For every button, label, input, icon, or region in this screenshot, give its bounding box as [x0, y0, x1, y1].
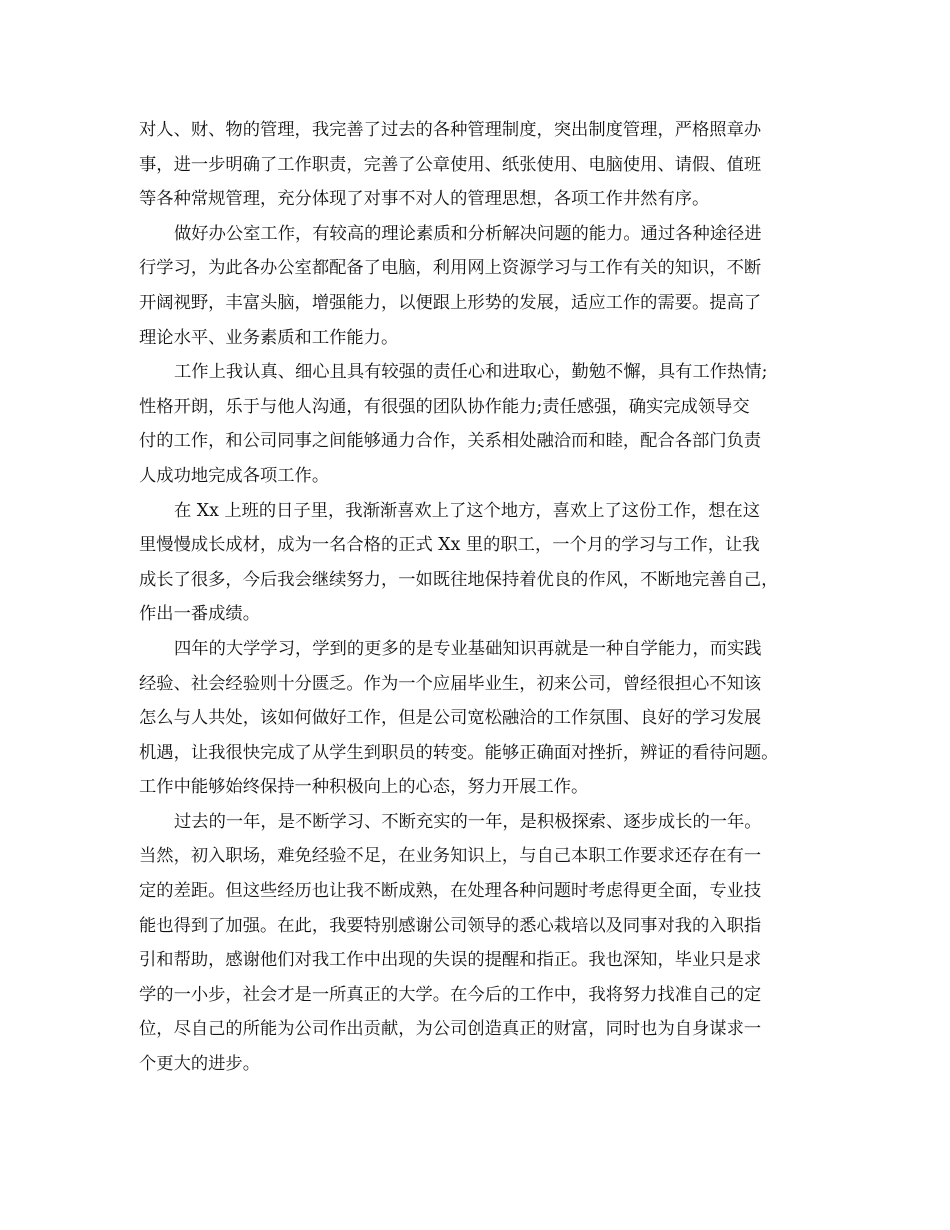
paragraph-first-line: 过去的一年，是不断学习、不断充实的一年，是积极探索、逐步成长的一年。	[174, 811, 762, 832]
text-line: 学的一小步，社会才是一所真正的大学。在今后的工作中，我将努力找准自己的定	[139, 984, 762, 1005]
text-line: 机遇，让我很快完成了从学生到职员的转变。能够正确面对挫折，辨证的看待问题。	[139, 742, 779, 763]
text-line: 里慢慢成长成材，成为一名合格的正式 Xx 里的职工，一个月的学习与工作，让我	[139, 535, 760, 556]
paragraph-first-line: 工作上我认真、细心且具有较强的责任心和进取心，勤勉不懈，具有工作热情;	[174, 362, 768, 383]
text-line: 个更大的进步。	[139, 1054, 260, 1075]
text-line: 怎么与人共处，该如何做好工作，但是公司宽松融洽的工作氛围、良好的学习发展	[139, 708, 762, 729]
paragraph-first-line: 四年的大学学习，学到的更多的是专业基础知识再就是一种自学能力，而实践	[174, 638, 762, 659]
text-line: 工作中能够始终保持一种积极向上的心态，努力开展工作。	[139, 777, 589, 798]
text-line: 开阔视野，丰富头脑，增强能力，以便跟上形势的发展，适应工作的需要。提高了	[139, 292, 762, 313]
paragraph-first-line: 在 Xx 上班的日子里，我渐渐喜欢上了这个地方，喜欢上了这份工作，想在这	[174, 500, 761, 521]
text-line: 等各种常规管理，充分体现了对事不对人的管理思想，各项工作井然有序。	[139, 189, 710, 210]
body-text	[139, 113, 819, 1082]
text-line: 性格开朗，乐于与他人沟通，有很强的团队协作能力;责任感强，确实完成领导交	[139, 396, 750, 417]
text-line: 付的工作，和公司同事之间能够通力合作，关系相处融洽而和睦，配合各部门负责	[139, 431, 762, 452]
text-line: 位，尽自己的所能为公司作出贡献，为公司创造真正的财富，同时也为自身谋求一	[139, 1019, 762, 1040]
paragraph-first-line: 做好办公室工作，有较高的理论素质和分析解决问题的能力。通过各种途径进	[174, 223, 762, 244]
text-line: 当然，初入职场，难免经验不足，在业务知识上，与自己本职工作要求还存在有一	[139, 846, 762, 867]
text-line: 经验、社会经验则十分匮乏。作为一个应届毕业生，初来公司，曾经很担心不知该	[139, 673, 762, 694]
text-line: 事，进一步明确了工作职责，完善了公章使用、纸张使用、电脑使用、请假、值班	[139, 154, 762, 175]
text-line: 人成功地完成各项工作。	[139, 465, 330, 486]
text-line: 能也得到了加强。在此，我要特别感谢公司领导的悉心栽培以及同事对我的入职指	[139, 915, 762, 936]
text-line: 行学习，为此各办公室都配备了电脑，利用网上资源学习与工作有关的知识，不断	[139, 258, 762, 279]
text-line: 作出一番成绩。	[139, 604, 260, 625]
text-line: 成长了很多，今后我会继续努力，一如既往地保持着优良的作风，不断地完善自己，	[139, 569, 779, 590]
text-line: 理论水平、业务素质和工作能力。	[139, 327, 399, 348]
text-line: 定的差距。但这些经历也让我不断成熟，在处理各种问题时考虑得更全面，专业技	[139, 881, 762, 902]
text-line: 引和帮助，感谢他们对我工作中出现的失误的提醒和指正。我也深知，毕业只是求	[139, 950, 762, 971]
text-line: 对人、财、物的管理，我完善了过去的各种管理制度，突出制度管理，严格照章办	[139, 120, 762, 140]
